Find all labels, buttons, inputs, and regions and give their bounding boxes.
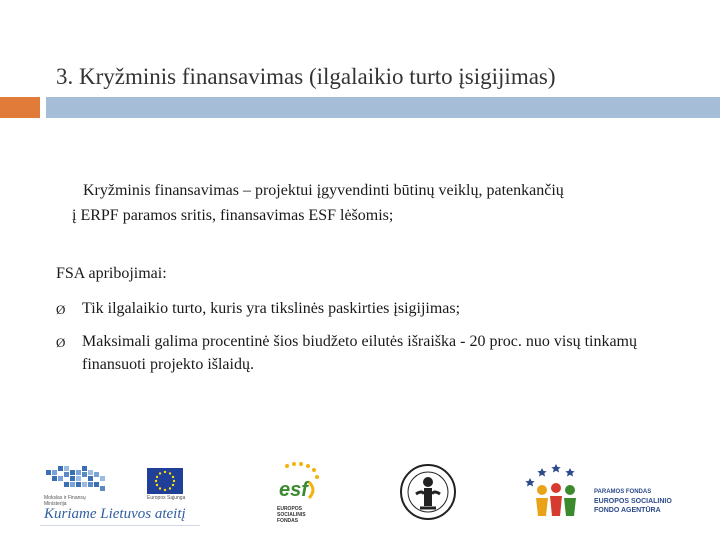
esf-agency-top-label: PARAMOS FONDAS	[594, 489, 652, 495]
eu-structural-funds-logo	[40, 462, 200, 528]
intro-line-1: Kryžminis finansavimas – projektui įgyvendinti būtinų veiklų, patenkančių	[83, 182, 564, 199]
title-accent-bar-blue	[46, 97, 720, 118]
esf-agency-logo	[520, 458, 680, 526]
arrow-bullet-icon: Ø	[56, 335, 66, 350]
arrow-bullet-icon: Ø	[56, 302, 66, 317]
eu-caption: Europos Sąjunga	[147, 495, 186, 501]
eu-flag-icon	[147, 468, 183, 494]
esf-caption: EUROPOS SOCIALINIS FONDAS	[277, 506, 306, 524]
title-accent-bar-orange	[0, 97, 40, 118]
slide-title: 3. Kryžminis finansavimas (ilgalaikio turto įsigijimas)	[56, 64, 556, 89]
esf-stars-icon	[275, 460, 325, 506]
esf-agency-caption	[594, 488, 672, 515]
intro-paragraph	[72, 178, 702, 228]
intro-line-2: į ERPF paramos sritis, finansavimas ESF lėšomis;	[72, 207, 394, 224]
esf-wordmark: esf	[279, 479, 308, 501]
list-item-text: Maksimali galima procentinė šios biudžeto eilutės išraiška - 20 proc. nuo visų tinkamų finansuoti projekto išlaidų.	[82, 333, 637, 373]
esf-logo	[275, 460, 325, 528]
ministry-caption: Mokslas ir Finansų Ministerija	[44, 495, 86, 507]
list-item-text: Tik ilgalaikio turto, kuris yra tikslinės paskirties įsigijimas;	[82, 300, 461, 317]
restriction-list	[56, 297, 696, 386]
ministry-emblem-icon	[398, 460, 458, 526]
esf-agency-line-1: EUROPOS SOCIALINIO	[594, 498, 672, 505]
list-item	[56, 297, 696, 320]
ministry-emblem-logo	[398, 460, 458, 526]
list-item	[56, 330, 696, 376]
esf-agency-line-2: FONDO AGENTŪRA	[594, 507, 661, 514]
eu-slogan: Kuriame Lietuvos ateitį	[44, 506, 186, 522]
people-group-icon	[520, 458, 594, 526]
fsa-heading: FSA apribojimai:	[56, 265, 167, 282]
